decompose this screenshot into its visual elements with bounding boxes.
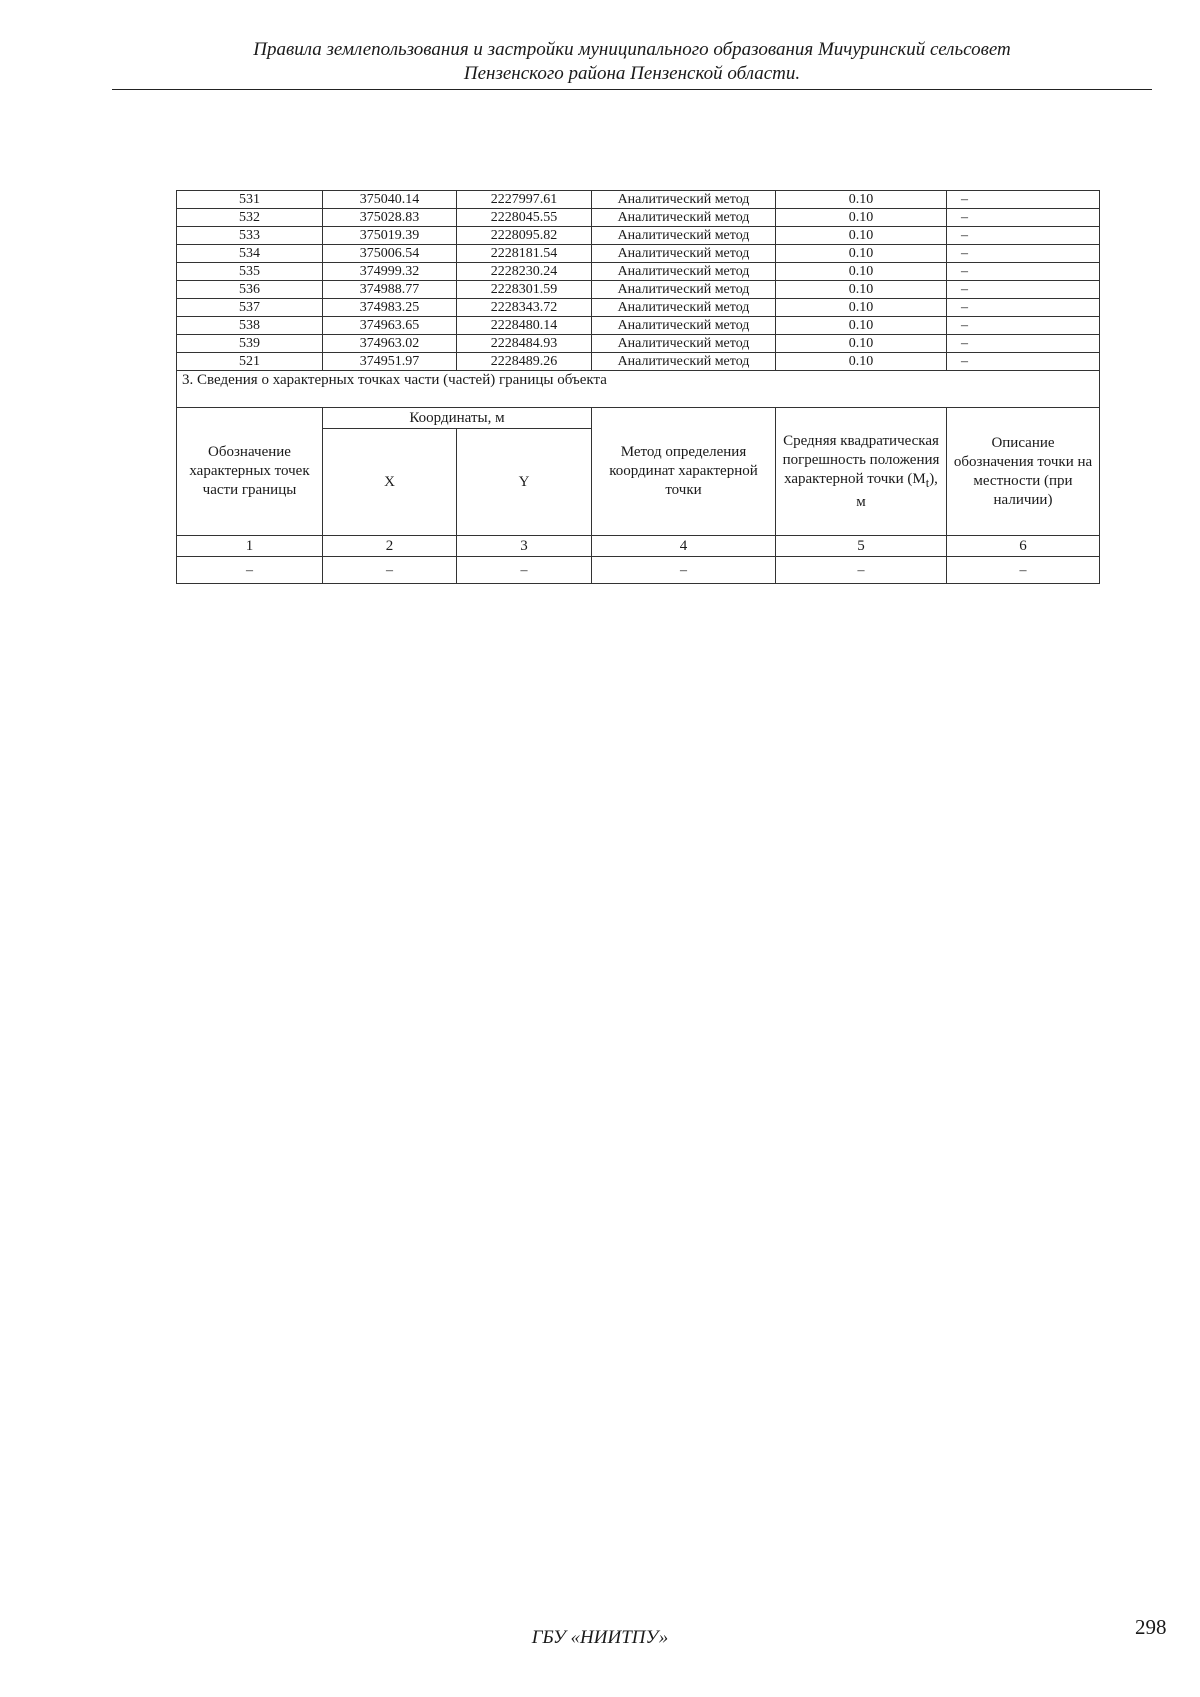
- coord-y-cell: 2228045.55: [457, 209, 592, 227]
- error-cell: 0.10: [776, 317, 947, 335]
- empty-cell: –: [177, 557, 323, 584]
- description-cell: –: [947, 353, 1100, 371]
- header-description: Описание обозначения точки на местности (при наличии): [947, 408, 1100, 536]
- coord-x-cell: 374999.32: [323, 263, 457, 281]
- coord-x-cell: 375040.14: [323, 191, 457, 209]
- coord-y-cell: 2228301.59: [457, 281, 592, 299]
- point-id-cell: 537: [177, 299, 323, 317]
- header-coordinates: Координаты, м: [323, 408, 592, 429]
- error-cell: 0.10: [776, 191, 947, 209]
- coord-x-cell: 375028.83: [323, 209, 457, 227]
- coord-x-cell: 374963.65: [323, 317, 457, 335]
- method-cell: Аналитический метод: [592, 227, 776, 245]
- table-row: [177, 227, 1100, 245]
- point-id-cell: 532: [177, 209, 323, 227]
- header-method: Метод определения координат характерной точки: [592, 408, 776, 536]
- method-cell: Аналитический метод: [592, 317, 776, 335]
- coord-y-cell: 2227997.61: [457, 191, 592, 209]
- page-number: 298: [1135, 1615, 1167, 1639]
- coord-y-cell: 2228343.72: [457, 299, 592, 317]
- coord-y-cell: 2228489.26: [457, 353, 592, 371]
- error-cell: 0.10: [776, 299, 947, 317]
- description-cell: –: [947, 281, 1100, 299]
- method-cell: Аналитический метод: [592, 299, 776, 317]
- header-error-subscript: t: [925, 475, 930, 490]
- header-x: X: [323, 429, 457, 536]
- data-rows: [177, 191, 1100, 371]
- header-designation: Обозначение характерных точек части границы: [177, 408, 323, 536]
- coord-y-cell: 2228230.24: [457, 263, 592, 281]
- error-cell: 0.10: [776, 209, 947, 227]
- column-number: 6: [947, 536, 1100, 557]
- error-cell: 0.10: [776, 263, 947, 281]
- empty-cell: –: [323, 557, 457, 584]
- coord-x-cell: 375019.39: [323, 227, 457, 245]
- empty-cell: –: [947, 557, 1100, 584]
- header-y: Y: [457, 429, 592, 536]
- header-line-2: Пензенского района Пензенской области.: [463, 63, 801, 84]
- coord-x-cell: 374951.97: [323, 353, 457, 371]
- description-cell: –: [947, 245, 1100, 263]
- column-number: 5: [776, 536, 947, 557]
- point-id-cell: 538: [177, 317, 323, 335]
- header-row-1: [177, 408, 1100, 429]
- method-cell: Аналитический метод: [592, 245, 776, 263]
- header-rule: [112, 89, 1152, 90]
- column-number: 3: [457, 536, 592, 557]
- description-cell: –: [947, 317, 1100, 335]
- point-id-cell: 521: [177, 353, 323, 371]
- error-cell: 0.10: [776, 353, 947, 371]
- point-id-cell: 539: [177, 335, 323, 353]
- empty-cell: –: [592, 557, 776, 584]
- method-cell: Аналитический метод: [592, 209, 776, 227]
- point-id-cell: 535: [177, 263, 323, 281]
- point-id-cell: 534: [177, 245, 323, 263]
- column-number: 4: [592, 536, 776, 557]
- method-cell: Аналитический метод: [592, 191, 776, 209]
- table-row: [177, 191, 1100, 209]
- coord-x-cell: 375006.54: [323, 245, 457, 263]
- header-error-text: Средняя квадратическая погрешность положения характерной точки (M: [782, 432, 940, 487]
- table-row: [177, 245, 1100, 263]
- coord-y-cell: 2228181.54: [457, 245, 592, 263]
- column-number: 2: [323, 536, 457, 557]
- description-cell: –: [947, 191, 1100, 209]
- header-line-1: Правила землепользования и застройки муниципального образования Мичуринский сельсовет: [253, 39, 1011, 60]
- column-numbers-row: [177, 536, 1100, 557]
- empty-cell: –: [457, 557, 592, 584]
- empty-cell: –: [776, 557, 947, 584]
- empty-row: [177, 557, 1100, 584]
- coord-x-cell: 374988.77: [323, 281, 457, 299]
- header-error: [776, 408, 947, 536]
- table-row: [177, 263, 1100, 281]
- footer-organization: ГБУ «НИИТПУ»: [531, 1627, 669, 1648]
- table-row: [177, 353, 1100, 371]
- section-row: [177, 371, 1100, 408]
- header-error-tail: ), м: [856, 470, 938, 510]
- description-cell: –: [947, 263, 1100, 281]
- description-cell: –: [947, 227, 1100, 245]
- coord-x-cell: 374963.02: [323, 335, 457, 353]
- table-row: [177, 209, 1100, 227]
- table-row: [177, 281, 1100, 299]
- error-cell: 0.10: [776, 335, 947, 353]
- table-row: [177, 299, 1100, 317]
- coord-x-cell: 374983.25: [323, 299, 457, 317]
- running-header: [112, 38, 1152, 86]
- error-cell: 0.10: [776, 281, 947, 299]
- point-id-cell: 531: [177, 191, 323, 209]
- coord-y-cell: 2228095.82: [457, 227, 592, 245]
- section-title: 3. Сведения о характерных точках части (частей) границы объекта: [177, 371, 1100, 408]
- description-cell: –: [947, 335, 1100, 353]
- coord-y-cell: 2228484.93: [457, 335, 592, 353]
- boundary-points-table: [176, 190, 1100, 584]
- coord-y-cell: 2228480.14: [457, 317, 592, 335]
- method-cell: Аналитический метод: [592, 335, 776, 353]
- table-row: [177, 335, 1100, 353]
- table-row: [177, 317, 1100, 335]
- description-cell: –: [947, 299, 1100, 317]
- method-cell: Аналитический метод: [592, 263, 776, 281]
- point-id-cell: 536: [177, 281, 323, 299]
- error-cell: 0.10: [776, 245, 947, 263]
- column-number: 1: [177, 536, 323, 557]
- description-cell: –: [947, 209, 1100, 227]
- method-cell: Аналитический метод: [592, 281, 776, 299]
- error-cell: 0.10: [776, 227, 947, 245]
- point-id-cell: 533: [177, 227, 323, 245]
- method-cell: Аналитический метод: [592, 353, 776, 371]
